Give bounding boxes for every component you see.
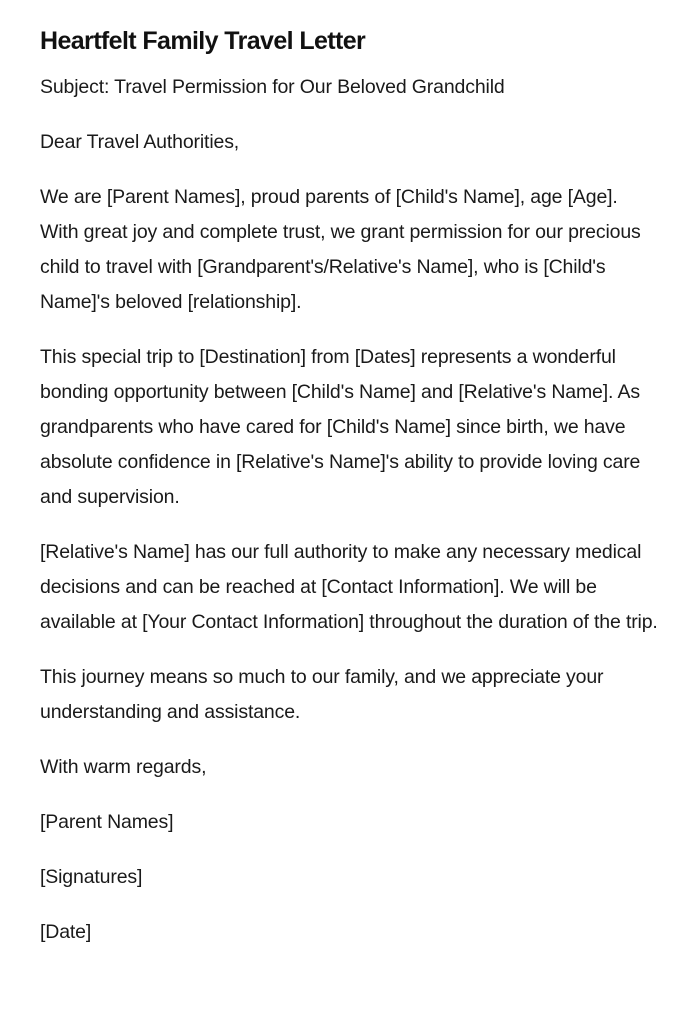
body-paragraph: This special trip to [Destination] from [Dates] represents a wonderful bonding opportunity between [Child's Name] and [Relative's Name]. As grandparents who have cared for [Child's Name] since birth, we have absolute confidence in [Relative's Name]'s ability to provide loving care and supervision. xyxy=(40,346,641,508)
closing: With warm regards, xyxy=(40,756,207,778)
signatures: [Signatures] xyxy=(40,866,143,888)
body-paragraph: We are [Parent Names], proud parents of [Child's Name], age [Age]. With great joy and complete trust, we grant permission for our precious child to travel with [Grandparent's/Relative's Name], who is [Child's Name]'s beloved [relationship]. xyxy=(40,186,641,313)
parent-names: [Parent Names] xyxy=(40,811,174,833)
subject-line: Subject: Travel Permission for Our Beloved Grandchild xyxy=(40,76,505,98)
letter-title: Heartfelt Family Travel Letter xyxy=(40,27,366,55)
date: [Date] xyxy=(40,921,92,943)
body-paragraph: This journey means so much to our family, and we appreciate your understanding and assistance. xyxy=(40,666,604,723)
salutation: Dear Travel Authorities, xyxy=(40,131,240,153)
body-paragraph: [Relative's Name] has our full authority to make any necessary medical decisions and can be reached at [Contact Information]. We will be available at [Your Contact Information] throughout the duration of the trip. xyxy=(40,541,658,633)
